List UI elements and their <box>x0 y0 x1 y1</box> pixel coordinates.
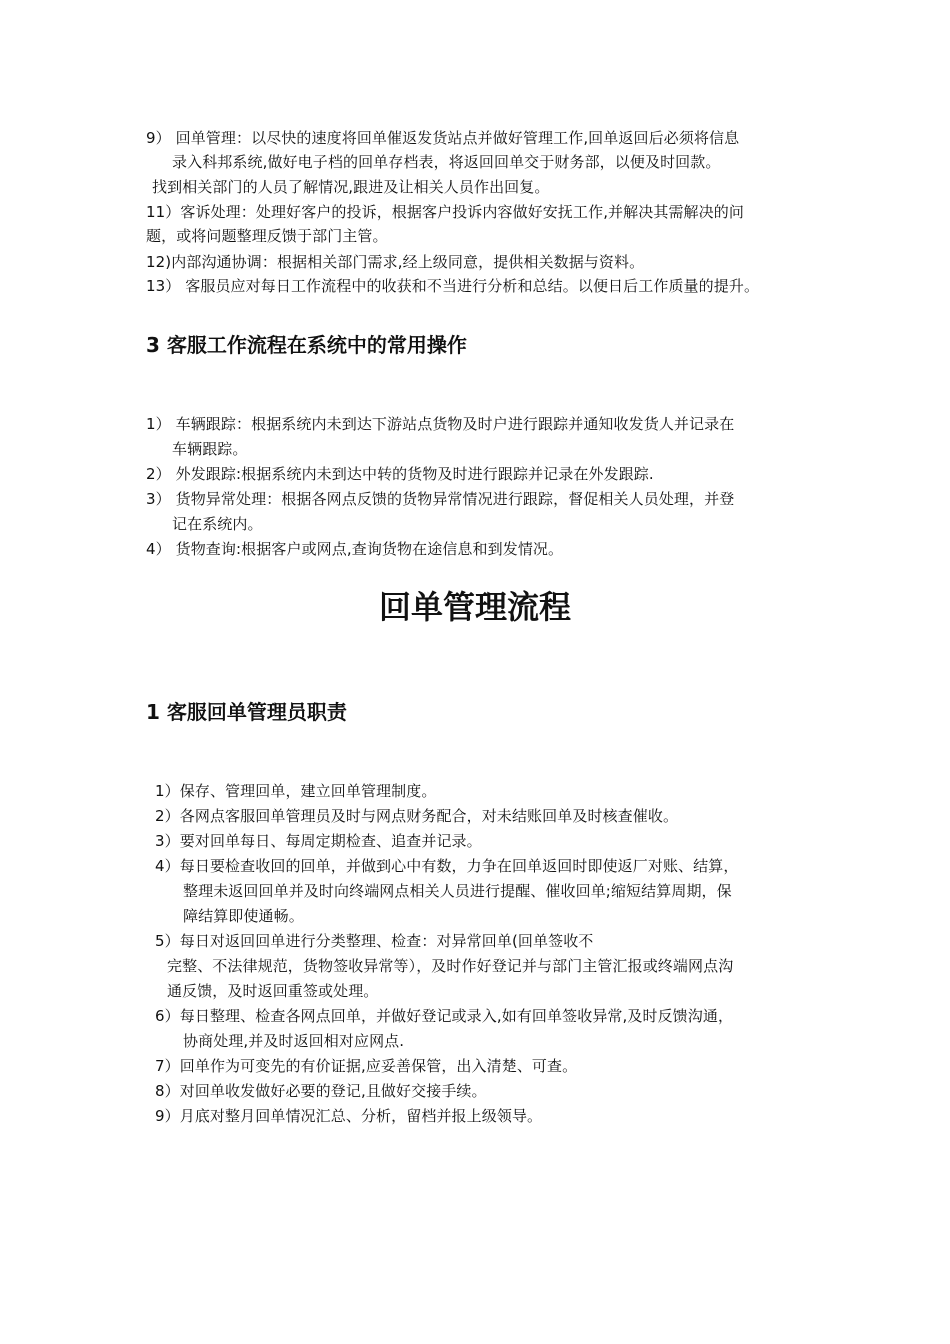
list-item: 7）回单作为可变先的有价证据,应妥善保管，出入清楚、可查。 <box>155 1057 578 1075</box>
list-item: 车辆跟踪。 <box>172 440 248 458</box>
list-item: 1）保存、管理回单，建立回单管理制度。 <box>155 782 437 800</box>
list-item: 5）每日对返回回单进行分类整理、检查：对异常回单(回单签收不 <box>155 932 594 950</box>
paragraph-line: 12)内部沟通协调：根据相关部门需求,经上级同意，提供相关数据与资料。 <box>146 253 645 271</box>
list-item: 2）各网点客服回单管理员及时与网点财务配合，对未结账回单及时核查催收。 <box>155 807 679 825</box>
list-item: 障结算即使通畅。 <box>183 907 304 925</box>
paragraph-line: 录入科邦系统,做好电子档的回单存档表，将返回回单交于财务部，以便及时回款。 <box>172 153 721 171</box>
paragraph-line: 11）客诉处理：处理好客户的投诉，根据客户投诉内容做好安抚工作,并解决其需解决的问 <box>146 203 744 221</box>
list-item: 9）月底对整月回单情况汇总、分析，留档并报上级领导。 <box>155 1107 543 1125</box>
section-heading: 1 客服回单管理员职责 <box>146 700 347 724</box>
list-item: 3） 货物异常处理：根据各网点反馈的货物异常情况进行跟踪，督促相关人员处理，并登 <box>146 490 735 508</box>
list-item: 4） 货物查询:根据客户或网点,查询货物在途信息和到发情况。 <box>146 540 564 558</box>
list-item: 记在系统内。 <box>172 515 263 533</box>
list-item: 1） 车辆跟踪：根据系统内未到达下游站点货物及时户进行跟踪并通知收发货人并记录在 <box>146 415 735 433</box>
list-item: 4）每日要检查收回的回单，并做到心中有数，力争在回单返回时即使返厂对账、结算， <box>155 857 739 875</box>
list-item: 6）每日整理、检查各网点回单，并做好登记或录入,如有回单签收异常,及时反馈沟通， <box>155 1007 734 1025</box>
paragraph-line: 找到相关部门的人员了解情况,跟进及让相关人员作出回复。 <box>152 178 550 196</box>
list-item: 通反馈，及时返回重签或处理。 <box>167 982 379 1000</box>
paragraph-line: 9） 回单管理：以尽快的速度将回单催返发货站点并做好管理工作,回单返回后必须将信息 <box>146 129 740 147</box>
list-item: 8）对回单收发做好必要的登记,且做好交接手续。 <box>155 1082 487 1100</box>
section-heading: 3 客服工作流程在系统中的常用操作 <box>146 333 467 357</box>
list-item: 整理未返回回单并及时向终端网点相关人员进行提醒、催收回单;缩短结算周期，保 <box>183 882 732 900</box>
list-item: 2） 外发跟踪:根据系统内未到达中转的货物及时进行跟踪并记录在外发跟踪. <box>146 465 654 483</box>
paragraph-line: 13） 客服员应对每日工作流程中的收获和不当进行分析和总结。以便日后工作质量的提升。 <box>146 277 760 295</box>
list-item: 协商处理,并及时返回相对应网点. <box>183 1032 405 1050</box>
list-item: 完整、不法律规范，货物签收异常等），及时作好登记并与部门主管汇报或终端网点沟 <box>167 957 734 975</box>
page-title: 回单管理流程 <box>378 588 571 626</box>
paragraph-line: 题，或将问题整理反馈于部门主管。 <box>146 227 388 245</box>
list-item: 3）要对回单每日、每周定期检查、追查并记录。 <box>155 832 482 850</box>
